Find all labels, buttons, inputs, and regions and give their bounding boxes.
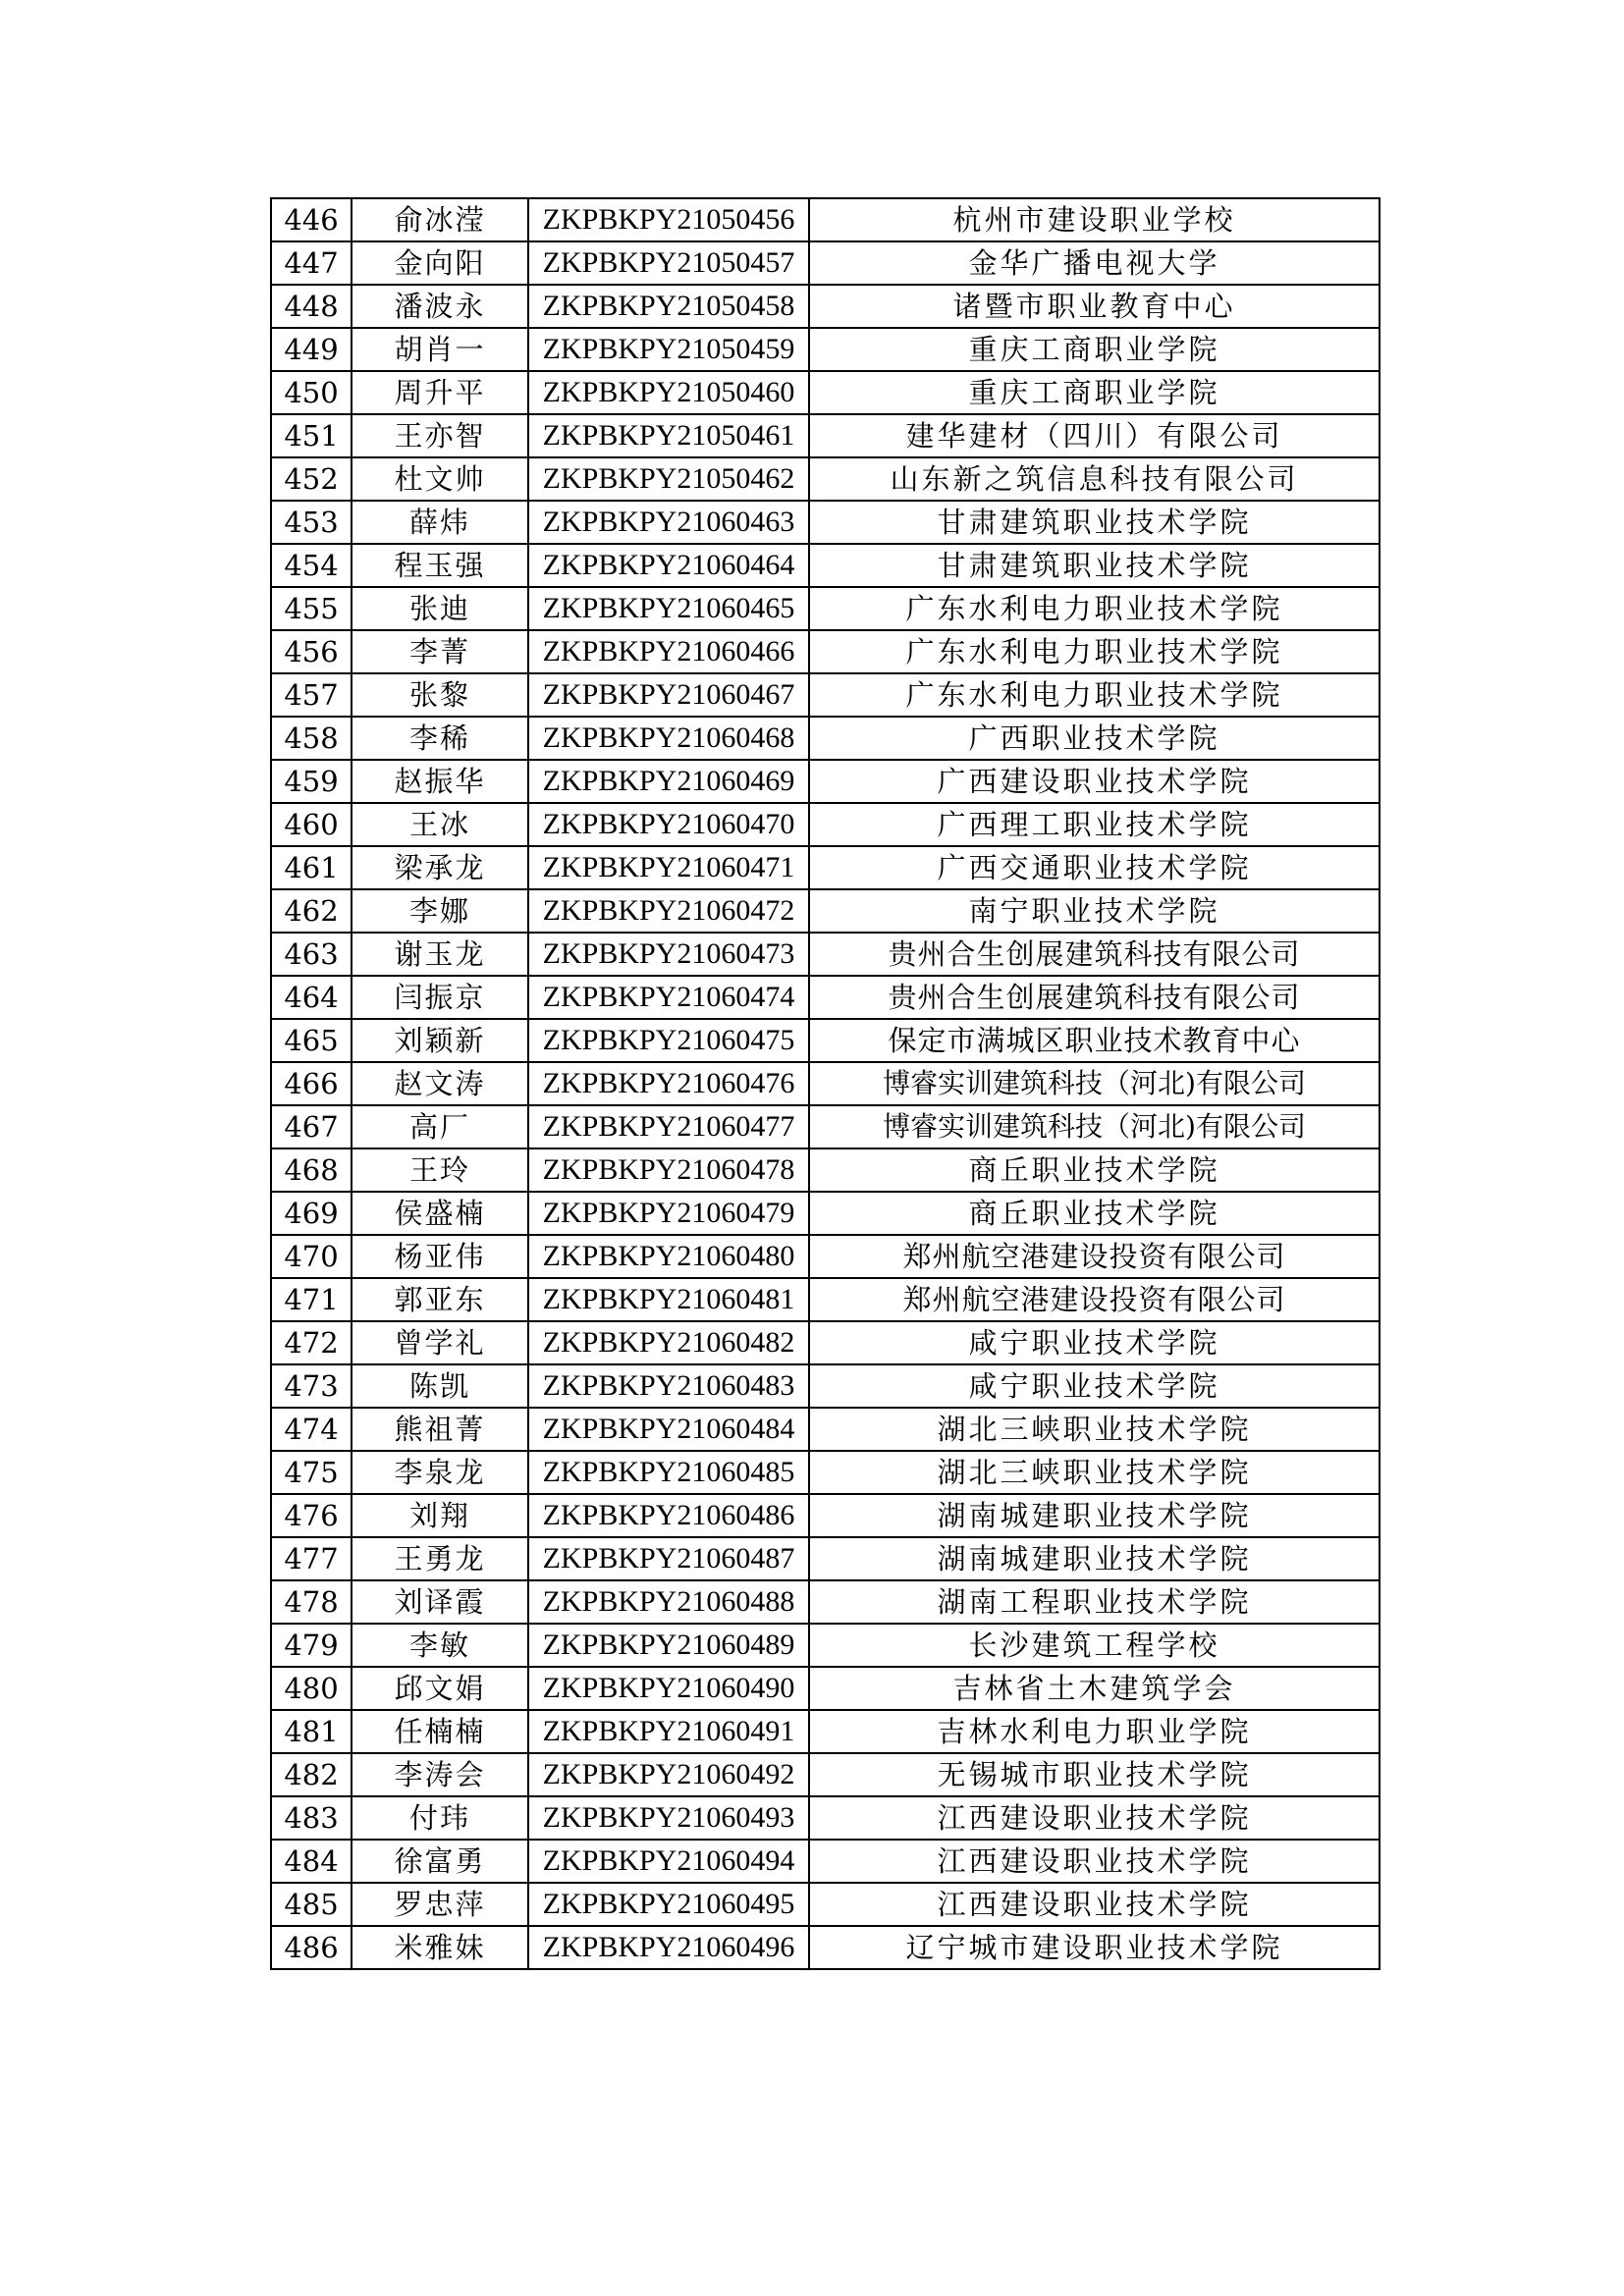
name-cell: 胡肖一 <box>352 328 528 371</box>
table-row <box>271 1537 1380 1580</box>
name-cell: 徐富勇 <box>352 1840 528 1883</box>
code-cell: ZKPBKPY21060485 <box>528 1451 809 1494</box>
organization-cell: 南宁职业技术学院 <box>809 889 1380 933</box>
name-cell: 李菁 <box>352 630 528 673</box>
code-cell: ZKPBKPY21060489 <box>528 1624 809 1667</box>
table-row <box>271 371 1380 414</box>
organization-cell: 贵州合生创展建筑科技有限公司 <box>809 933 1380 976</box>
code-cell: ZKPBKPY21060463 <box>528 501 809 544</box>
table-row <box>271 587 1380 630</box>
code-cell: ZKPBKPY21060473 <box>528 933 809 976</box>
table-row <box>271 630 1380 673</box>
name-cell: 付玮 <box>352 1796 528 1840</box>
table-row <box>271 1062 1380 1105</box>
table-row <box>271 1667 1380 1710</box>
code-cell: ZKPBKPY21060472 <box>528 889 809 933</box>
organization-cell: 博睿实训建筑科技（河北)有限公司 <box>809 1105 1380 1148</box>
row-number-cell: 475 <box>271 1451 352 1494</box>
organization-cell: 贵州合生创展建筑科技有限公司 <box>809 976 1380 1019</box>
code-cell: ZKPBKPY21060469 <box>528 760 809 803</box>
row-number-cell: 449 <box>271 328 352 371</box>
roster-table-body <box>271 198 1380 1969</box>
table-row <box>271 285 1380 328</box>
row-number-cell: 467 <box>271 1105 352 1148</box>
code-cell: ZKPBKPY21060493 <box>528 1796 809 1840</box>
code-cell: ZKPBKPY21060486 <box>528 1494 809 1537</box>
code-cell: ZKPBKPY21060476 <box>528 1062 809 1105</box>
organization-cell: 广西理工职业技术学院 <box>809 803 1380 846</box>
row-number-cell: 458 <box>271 717 352 760</box>
code-cell: ZKPBKPY21060475 <box>528 1019 809 1062</box>
name-cell: 梁承龙 <box>352 846 528 889</box>
table-row <box>271 1364 1380 1408</box>
row-number-cell: 446 <box>271 198 352 241</box>
row-number-cell: 461 <box>271 846 352 889</box>
organization-cell: 杭州市建设职业学校 <box>809 198 1380 241</box>
table-row <box>271 1148 1380 1192</box>
row-number-cell: 454 <box>271 544 352 587</box>
table-row <box>271 501 1380 544</box>
organization-cell: 博睿实训建筑科技（河北)有限公司 <box>809 1062 1380 1105</box>
name-cell: 潘波永 <box>352 285 528 328</box>
code-cell: ZKPBKPY21060481 <box>528 1278 809 1321</box>
organization-cell: 重庆工商职业学院 <box>809 371 1380 414</box>
table-row <box>271 803 1380 846</box>
name-cell: 闫振京 <box>352 976 528 1019</box>
organization-cell: 广东水利电力职业技术学院 <box>809 630 1380 673</box>
table-row <box>271 1840 1380 1883</box>
name-cell: 张黎 <box>352 673 528 717</box>
row-number-cell: 476 <box>271 1494 352 1537</box>
name-cell: 王勇龙 <box>352 1537 528 1580</box>
name-cell: 赵文涛 <box>352 1062 528 1105</box>
name-cell: 李泉龙 <box>352 1451 528 1494</box>
name-cell: 王亦智 <box>352 414 528 457</box>
organization-cell: 广东水利电力职业技术学院 <box>809 673 1380 717</box>
row-number-cell: 478 <box>271 1580 352 1624</box>
code-cell: ZKPBKPY21050459 <box>528 328 809 371</box>
organization-cell: 咸宁职业技术学院 <box>809 1321 1380 1364</box>
name-cell: 周升平 <box>352 371 528 414</box>
row-number-cell: 484 <box>271 1840 352 1883</box>
row-number-cell: 486 <box>271 1926 352 1969</box>
table-row <box>271 760 1380 803</box>
row-number-cell: 457 <box>271 673 352 717</box>
row-number-cell: 460 <box>271 803 352 846</box>
row-number-cell: 482 <box>271 1753 352 1796</box>
row-number-cell: 447 <box>271 241 352 285</box>
row-number-cell: 450 <box>271 371 352 414</box>
roster-table <box>270 197 1380 1970</box>
organization-cell: 金华广播电视大学 <box>809 241 1380 285</box>
row-number-cell: 462 <box>271 889 352 933</box>
code-cell: ZKPBKPY21060490 <box>528 1667 809 1710</box>
organization-cell: 商丘职业技术学院 <box>809 1192 1380 1235</box>
code-cell: ZKPBKPY21060466 <box>528 630 809 673</box>
organization-cell: 山东新之筑信息科技有限公司 <box>809 457 1380 501</box>
organization-cell: 无锡城市职业技术学院 <box>809 1753 1380 1796</box>
code-cell: ZKPBKPY21060492 <box>528 1753 809 1796</box>
name-cell: 刘颖新 <box>352 1019 528 1062</box>
organization-cell: 重庆工商职业学院 <box>809 328 1380 371</box>
row-number-cell: 473 <box>271 1364 352 1408</box>
name-cell: 张迪 <box>352 587 528 630</box>
table-row <box>271 889 1380 933</box>
row-number-cell: 477 <box>271 1537 352 1580</box>
row-number-cell: 472 <box>271 1321 352 1364</box>
table-row <box>271 198 1380 241</box>
row-number-cell: 452 <box>271 457 352 501</box>
row-number-cell: 465 <box>271 1019 352 1062</box>
code-cell: ZKPBKPY21050462 <box>528 457 809 501</box>
row-number-cell: 474 <box>271 1408 352 1451</box>
table-row <box>271 1408 1380 1451</box>
organization-cell: 江西建设职业技术学院 <box>809 1883 1380 1926</box>
table-row <box>271 933 1380 976</box>
row-number-cell: 479 <box>271 1624 352 1667</box>
name-cell: 郭亚东 <box>352 1278 528 1321</box>
row-number-cell: 448 <box>271 285 352 328</box>
code-cell: ZKPBKPY21060479 <box>528 1192 809 1235</box>
name-cell: 罗忠萍 <box>352 1883 528 1926</box>
code-cell: ZKPBKPY21060465 <box>528 587 809 630</box>
name-cell: 邱文娟 <box>352 1667 528 1710</box>
code-cell: ZKPBKPY21050456 <box>528 198 809 241</box>
row-number-cell: 483 <box>271 1796 352 1840</box>
name-cell: 刘译霞 <box>352 1580 528 1624</box>
name-cell: 高厂 <box>352 1105 528 1148</box>
row-number-cell: 480 <box>271 1667 352 1710</box>
organization-cell: 建华建材（四川）有限公司 <box>809 414 1380 457</box>
name-cell: 程玉强 <box>352 544 528 587</box>
name-cell: 俞冰滢 <box>352 198 528 241</box>
row-number-cell: 466 <box>271 1062 352 1105</box>
table-row <box>271 414 1380 457</box>
organization-cell: 保定市满城区职业技术教育中心 <box>809 1019 1380 1062</box>
table-row <box>271 846 1380 889</box>
organization-cell: 湖北三峡职业技术学院 <box>809 1408 1380 1451</box>
name-cell: 薛炜 <box>352 501 528 544</box>
organization-cell: 郑州航空港建设投资有限公司 <box>809 1278 1380 1321</box>
name-cell: 谢玉龙 <box>352 933 528 976</box>
table-row <box>271 1451 1380 1494</box>
code-cell: ZKPBKPY21060482 <box>528 1321 809 1364</box>
code-cell: ZKPBKPY21050461 <box>528 414 809 457</box>
name-cell: 王冰 <box>352 803 528 846</box>
name-cell: 杨亚伟 <box>352 1235 528 1278</box>
row-number-cell: 451 <box>271 414 352 457</box>
code-cell: ZKPBKPY21060495 <box>528 1883 809 1926</box>
organization-cell: 广西职业技术学院 <box>809 717 1380 760</box>
organization-cell: 广西交通职业技术学院 <box>809 846 1380 889</box>
name-cell: 侯盛楠 <box>352 1192 528 1235</box>
row-number-cell: 453 <box>271 501 352 544</box>
name-cell: 李涛会 <box>352 1753 528 1796</box>
code-cell: ZKPBKPY21060484 <box>528 1408 809 1451</box>
code-cell: ZKPBKPY21060487 <box>528 1537 809 1580</box>
table-row <box>271 976 1380 1019</box>
code-cell: ZKPBKPY21060494 <box>528 1840 809 1883</box>
name-cell: 曾学礼 <box>352 1321 528 1364</box>
code-cell: ZKPBKPY21060468 <box>528 717 809 760</box>
code-cell: ZKPBKPY21050460 <box>528 371 809 414</box>
code-cell: ZKPBKPY21060471 <box>528 846 809 889</box>
row-number-cell: 471 <box>271 1278 352 1321</box>
code-cell: ZKPBKPY21060496 <box>528 1926 809 1969</box>
code-cell: ZKPBKPY21050458 <box>528 285 809 328</box>
code-cell: ZKPBKPY21060474 <box>528 976 809 1019</box>
table-row <box>271 1019 1380 1062</box>
organization-cell: 湖南城建职业技术学院 <box>809 1537 1380 1580</box>
organization-cell: 广东水利电力职业技术学院 <box>809 587 1380 630</box>
table-row <box>271 1321 1380 1364</box>
organization-cell: 商丘职业技术学院 <box>809 1148 1380 1192</box>
name-cell: 杜文帅 <box>352 457 528 501</box>
row-number-cell: 468 <box>271 1148 352 1192</box>
organization-cell: 长沙建筑工程学校 <box>809 1624 1380 1667</box>
name-cell: 王玲 <box>352 1148 528 1192</box>
table-row <box>271 717 1380 760</box>
table-row <box>271 673 1380 717</box>
table-row <box>271 544 1380 587</box>
name-cell: 赵振华 <box>352 760 528 803</box>
table-row <box>271 1192 1380 1235</box>
table-row <box>271 1494 1380 1537</box>
code-cell: ZKPBKPY21060477 <box>528 1105 809 1148</box>
table-row <box>271 1105 1380 1148</box>
organization-cell: 江西建设职业技术学院 <box>809 1796 1380 1840</box>
code-cell: ZKPBKPY21060478 <box>528 1148 809 1192</box>
name-cell: 金向阳 <box>352 241 528 285</box>
row-number-cell: 464 <box>271 976 352 1019</box>
organization-cell: 江西建设职业技术学院 <box>809 1840 1380 1883</box>
table-row <box>271 1710 1380 1753</box>
organization-cell: 湖南城建职业技术学院 <box>809 1494 1380 1537</box>
code-cell: ZKPBKPY21060488 <box>528 1580 809 1624</box>
name-cell: 李敏 <box>352 1624 528 1667</box>
table-row <box>271 328 1380 371</box>
table-row <box>271 1883 1380 1926</box>
table-row <box>271 1624 1380 1667</box>
organization-cell: 辽宁城市建设职业技术学院 <box>809 1926 1380 1969</box>
organization-cell: 湖北三峡职业技术学院 <box>809 1451 1380 1494</box>
row-number-cell: 463 <box>271 933 352 976</box>
row-number-cell: 470 <box>271 1235 352 1278</box>
organization-cell: 甘肃建筑职业技术学院 <box>809 544 1380 587</box>
organization-cell: 诸暨市职业教育中心 <box>809 285 1380 328</box>
name-cell: 李娜 <box>352 889 528 933</box>
row-number-cell: 469 <box>271 1192 352 1235</box>
code-cell: ZKPBKPY21060480 <box>528 1235 809 1278</box>
table-row <box>271 457 1380 501</box>
organization-cell: 郑州航空港建设投资有限公司 <box>809 1235 1380 1278</box>
name-cell: 李稀 <box>352 717 528 760</box>
row-number-cell: 459 <box>271 760 352 803</box>
code-cell: ZKPBKPY21060464 <box>528 544 809 587</box>
table-row <box>271 241 1380 285</box>
code-cell: ZKPBKPY21050457 <box>528 241 809 285</box>
name-cell: 刘翔 <box>352 1494 528 1537</box>
row-number-cell: 485 <box>271 1883 352 1926</box>
table-row <box>271 1580 1380 1624</box>
name-cell: 熊祖菁 <box>352 1408 528 1451</box>
table-row <box>271 1926 1380 1969</box>
code-cell: ZKPBKPY21060491 <box>528 1710 809 1753</box>
name-cell: 米雅妹 <box>352 1926 528 1969</box>
row-number-cell: 455 <box>271 587 352 630</box>
organization-cell: 广西建设职业技术学院 <box>809 760 1380 803</box>
organization-cell: 甘肃建筑职业技术学院 <box>809 501 1380 544</box>
organization-cell: 咸宁职业技术学院 <box>809 1364 1380 1408</box>
table-row <box>271 1753 1380 1796</box>
organization-cell: 吉林水利电力职业学院 <box>809 1710 1380 1753</box>
table-row <box>271 1278 1380 1321</box>
code-cell: ZKPBKPY21060483 <box>528 1364 809 1408</box>
code-cell: ZKPBKPY21060467 <box>528 673 809 717</box>
name-cell: 任楠楠 <box>352 1710 528 1753</box>
name-cell: 陈凯 <box>352 1364 528 1408</box>
table-row <box>271 1796 1380 1840</box>
table-row <box>271 1235 1380 1278</box>
organization-cell: 湖南工程职业技术学院 <box>809 1580 1380 1624</box>
row-number-cell: 456 <box>271 630 352 673</box>
row-number-cell: 481 <box>271 1710 352 1753</box>
code-cell: ZKPBKPY21060470 <box>528 803 809 846</box>
organization-cell: 吉林省土木建筑学会 <box>809 1667 1380 1710</box>
